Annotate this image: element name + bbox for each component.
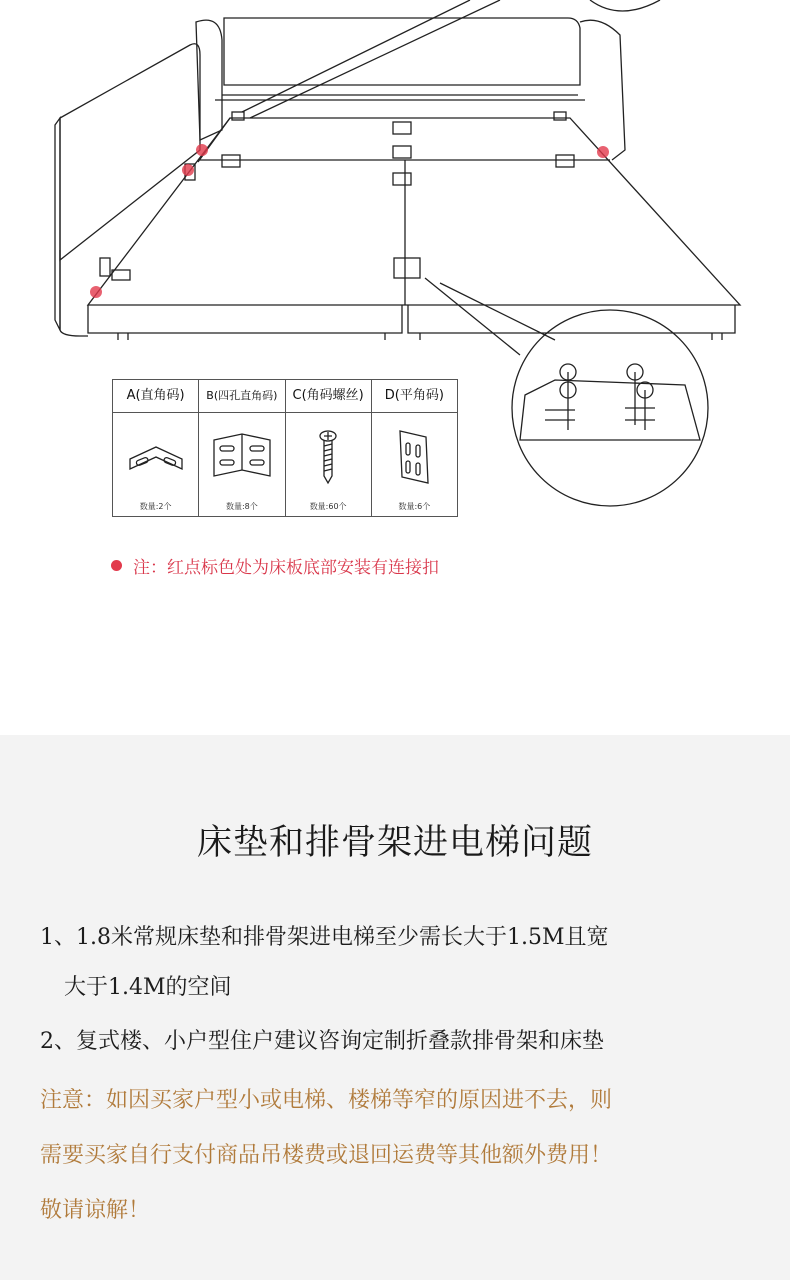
part-d — [372, 380, 457, 516]
part-d-qty: 数量:6个 — [398, 502, 431, 511]
screw-icon — [286, 413, 371, 500]
section-title: 床垫和排骨架进电梯问题 — [196, 823, 593, 863]
part-b-qty: 数量:8个 — [225, 502, 258, 511]
part-b — [199, 380, 285, 516]
four-hole-bracket-icon — [199, 413, 284, 500]
connector-dot-icon — [196, 144, 208, 156]
item-2: 2、复式楼、小户型住户建议咨询定制折叠款排骨架和床垫 — [40, 1029, 604, 1054]
item-1-line-2: 大于1.4M的空间 — [64, 975, 232, 1000]
parts-table — [112, 379, 458, 517]
elevator-info-section — [0, 735, 790, 1280]
flat-plate-icon — [372, 413, 457, 500]
part-c — [286, 380, 372, 516]
red-dot-icon — [111, 560, 122, 571]
part-a — [113, 380, 199, 516]
part-c-name: C(角码螺丝) — [286, 380, 371, 413]
warning-line-1: 注意：如因买家户型小或电梯、楼梯等窄的原因进不去，则 — [40, 1088, 613, 1113]
part-a-qty: 数量:2个 — [139, 502, 172, 511]
part-b-name: B(四孔直角码) — [199, 380, 284, 413]
right-angle-bracket-icon — [113, 413, 198, 500]
installation-note — [111, 553, 439, 578]
note-text: 注：红点标色处为床板底部安装有连接扣 — [133, 558, 439, 578]
warning-line-2: 需要买家自行支付商品吊楼费或退回运费等其他额外费用！ — [40, 1143, 613, 1168]
part-c-qty: 数量:60个 — [309, 502, 347, 511]
part-a-name: A(直角码) — [113, 380, 198, 413]
warning-line-3: 敬请谅解！ — [40, 1198, 151, 1223]
item-1-line-1: 1、1.8米常规床垫和排骨架进电梯至少需长大于1.5M且宽 — [40, 925, 609, 950]
part-d-name: D(平角码) — [372, 380, 457, 413]
